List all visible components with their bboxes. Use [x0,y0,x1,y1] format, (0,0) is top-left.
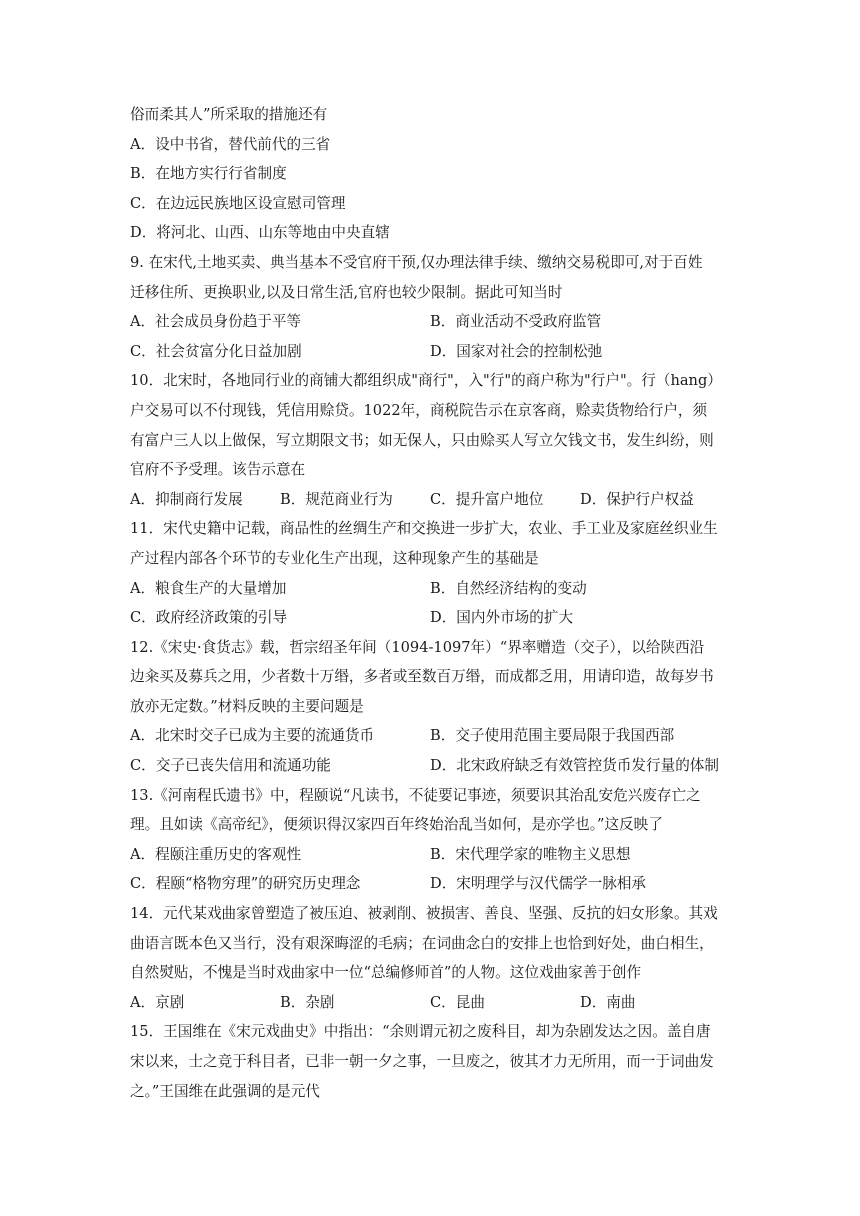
answer-option: D．国家对社会的控制松弛 [430,342,603,360]
question-8-option-d: D．将河北、山西、山东等地由中央直辖 [130,224,390,242]
option-row [130,485,730,515]
question-stem-line: 10．北宋时，各地同行业的商铺大都组织成"商行"，入"行"的商户称为"行户"。行（hang） [130,372,722,390]
answer-option: B．自然经济结构的变动 [430,579,587,597]
question-stem-line: 迁移住所、更换职业,以及日常生活,官府也较少限制。据此可知当时 [130,283,563,301]
question-stem-line: 官府不予受理。该告示意在 [130,461,306,479]
answer-option: A．程颐注重历史的客观性 [130,845,302,863]
option-row [130,988,730,1018]
question-stem-line: 自然熨贴，不愧是当时戏曲家中一位“总编修师首”的人物。这位戏曲家善于创作 [130,964,642,982]
answer-option: C．昆曲 [430,993,485,1011]
answer-option: B．规范商业行为 [280,490,393,508]
question-10 [130,366,730,514]
question-stem-line: 15．王国维在《宋元戏曲史》中指出：“余则谓元初之废科目，却为杂剧发达之因。盖自唐 [130,1023,711,1041]
question-stem-line: 9. 在宋代,土地买卖、典当基本不受官府干预,仅办理法律手续、缴纳交易税即可,对于百姓 [130,253,703,271]
option-row [130,574,730,604]
question-8-stem-tail: 俗而柔其人”所采取的措施还有 [130,106,328,123]
option-row [130,603,730,633]
answer-option: B．杂剧 [280,993,335,1011]
answer-option: D．宋明理学与汉代儒学一脉相承 [430,875,647,893]
question-12 [130,633,730,781]
question-stem-line: 理。且如读《高帝纪》，便须识得汉家四百年终始治乱当如何，是亦学也。”这反映了 [130,816,663,834]
question-stem-line: 放亦无定数。”材料反映的主要问题是 [130,697,364,715]
question-8-option-b: B．在地方实行行省制度 [130,165,287,183]
question-stem-line: 有富户三人以上做保，写立期限文书；如无保人，只由赊买人写立欠钱文书，发生纠纷，则 [130,431,714,449]
question-list [130,248,730,1106]
question-14 [130,899,730,1017]
answer-option: A．北宋时交子已成为主要的流通货币 [130,727,375,745]
question-11 [130,514,730,632]
question-stem-line: 12.《宋史·食货志》载，哲宗绍圣年间（1094-1097年）“界率赠造（交子），以给陕西沿 [130,638,705,656]
answer-option: A．京剧 [130,993,185,1011]
option-row [130,337,730,367]
option-row [130,751,730,781]
question-13 [130,781,730,899]
answer-option: C．提升富户地位 [430,490,544,508]
question-stem-line: 边籴买及募兵之用，少者数十万缗，多者或至数百万缗，而成都乏用，用请印造，故每岁书 [130,668,714,686]
question-stem-line: 产过程内部各个环节的专业化生产出现，这种现象产生的基础是 [130,549,539,567]
option-row [130,869,730,899]
exam-page [130,100,730,1106]
answer-option: C．交子已丧失信用和流通功能 [130,757,331,775]
answer-option: B．交子使用范围主要局限于我国西部 [430,727,675,745]
answer-option: D．保护行户权益 [580,490,694,508]
question-9 [130,248,730,366]
question-stem-line: 13.《河南程氏遗书》中，程颐说“凡读书，不徒要记事迹，须要识其治乱安危兴废存亡之 [130,786,701,804]
answer-option: D．南曲 [580,993,636,1011]
question-stem-line: 11．宋代史籍中记载，商品性的丝绸生产和交换进一步扩大，农业、手工业及家庭丝织业生 [130,520,718,538]
answer-option: D．国内外市场的扩大 [430,609,574,627]
option-row [130,307,730,337]
question-15 [130,1017,730,1106]
question-8-option-c: C．在边远民族地区设宣慰司管理 [130,194,346,212]
answer-option: A．粮食生产的大量增加 [130,579,287,597]
answer-option: B．商业活动不受政府监管 [430,313,602,331]
answer-option: B．宋代理学家的唯物主义思想 [430,845,631,863]
answer-option: D．北宋政府缺乏有效管控货币发行量的体制 [430,757,719,775]
answer-option: C．政府经济政策的引导 [130,609,288,627]
question-stem-line: 之。”王国维在此强调的是元代 [130,1082,320,1100]
question-stem-line: 曲语言既本色又当行，没有艰深晦涩的毛病；在词曲念白的安排上也恰到好处，曲白相生， [130,934,714,952]
answer-option: C．社会贫富分化日益加剧 [130,342,302,360]
question-stem-line: 户交易可以不付现钱，凭信用赊贷。1022年，商税院告示在京客商，赊卖货物给行户，须 [130,401,708,419]
question-8-option-a: A．设中书省，替代前代的三省 [130,135,331,153]
answer-option: C．程颐“格物穷理”的研究历史理念 [130,875,361,893]
answer-option: A．抑制商行发展 [130,490,243,508]
question-stem-line: 宋以来，士之竞于科目者，已非一朝一夕之事，一旦废之，彼其才力无所用，而一于词曲发 [130,1053,714,1070]
option-row [130,721,730,751]
option-row [130,840,730,870]
question-stem-line: 14．元代某戏曲家曾塑造了被压迫、被剥削、被损害、善良、坚强、反抗的妇女形象。其戏 [130,905,718,923]
answer-option: A．社会成员身份趋于平等 [130,313,302,331]
